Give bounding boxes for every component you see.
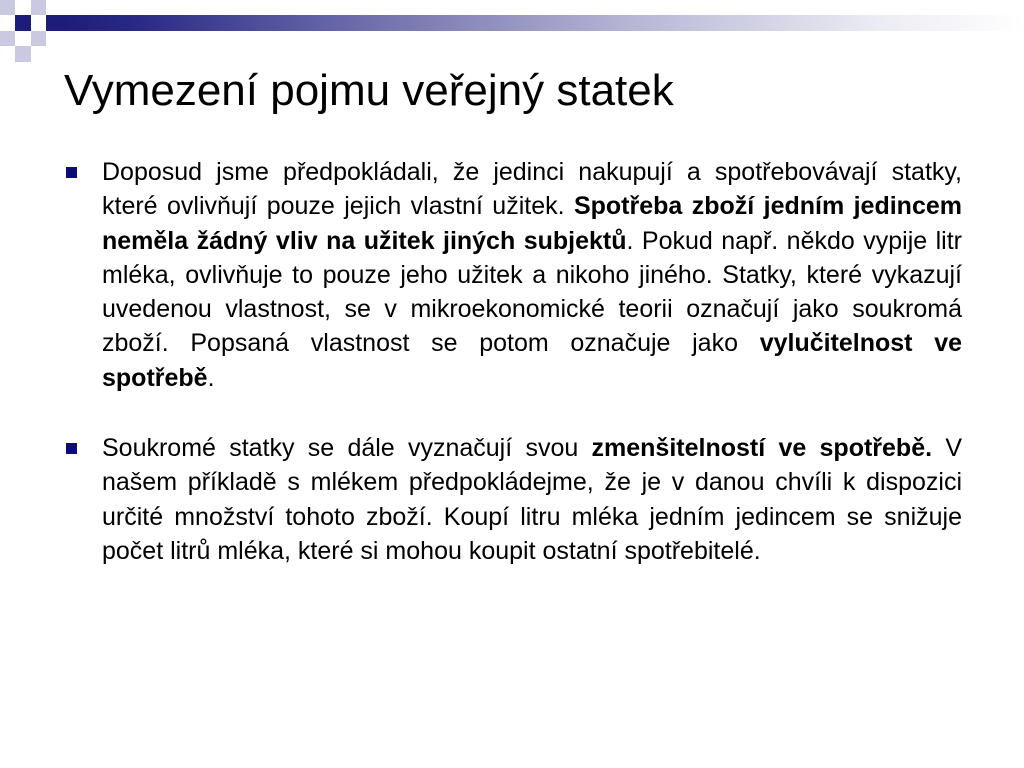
bullet-text-segment: . <box>207 363 215 392</box>
slide-header-decoration <box>0 0 1024 62</box>
deco-square <box>46 31 62 46</box>
bullet-text-segment: Doposud jsme předpokládali, že jedinci nakupují a spotřebovávají statky, které ovlivňují pouze jejich vlastní užitek. <box>102 158 962 221</box>
slide-content <box>62 155 962 568</box>
deco-square <box>0 15 15 31</box>
bullet-bold-phrase: vylučitelnost ve spotřebě <box>102 329 963 392</box>
deco-square <box>0 31 15 46</box>
slide-title: Vymezení pojmu veřejný statek <box>64 66 674 115</box>
deco-square <box>46 15 62 31</box>
square-bullet-icon <box>66 167 77 178</box>
bullet-text-segment: V našem příkladě s mlékem předpokládejme, že je v danou chvíli k dispozici určité množství tohoto zboží. Koupí litru mléka jedním jedincem se snižuje počet litrů mléka, které si mohou koupit ostatní spotřebitelé. <box>102 434 962 565</box>
square-bullet-icon <box>66 443 77 454</box>
deco-square <box>46 0 62 15</box>
deco-square <box>31 0 46 15</box>
deco-square <box>15 31 31 46</box>
bullet-text-segment: Soukromé statky se dále vyznačují svou <box>102 434 592 463</box>
bullet-bold-phrase: Spotřeba zboží jedním jedincem neměla žádný vliv na užitek jiných subjektů <box>102 192 962 255</box>
bullet-item <box>62 431 962 568</box>
header-gradient-bar <box>62 15 1024 31</box>
deco-square <box>15 46 31 62</box>
deco-square <box>15 0 31 15</box>
bullet-text-segment: . Pokud např. někdo vypije litr mléka, ovlivňuje to pouze jeho užitek a nikoho jiného. Statky, které vykazují uvedenou vlastnost, se v mikroekonomické teorii označují jako soukromá zboží. Popsaná vlastnost se potom označuje jako <box>102 226 962 358</box>
bullet-bold-phrase: zmenšitelností ve spotřebě. <box>591 434 933 463</box>
bullet-text <box>102 155 962 395</box>
deco-square <box>31 31 46 46</box>
bullet-item <box>62 155 962 395</box>
deco-square <box>15 15 31 31</box>
deco-square <box>31 15 46 31</box>
bullet-text <box>102 431 962 568</box>
deco-square <box>0 0 15 15</box>
